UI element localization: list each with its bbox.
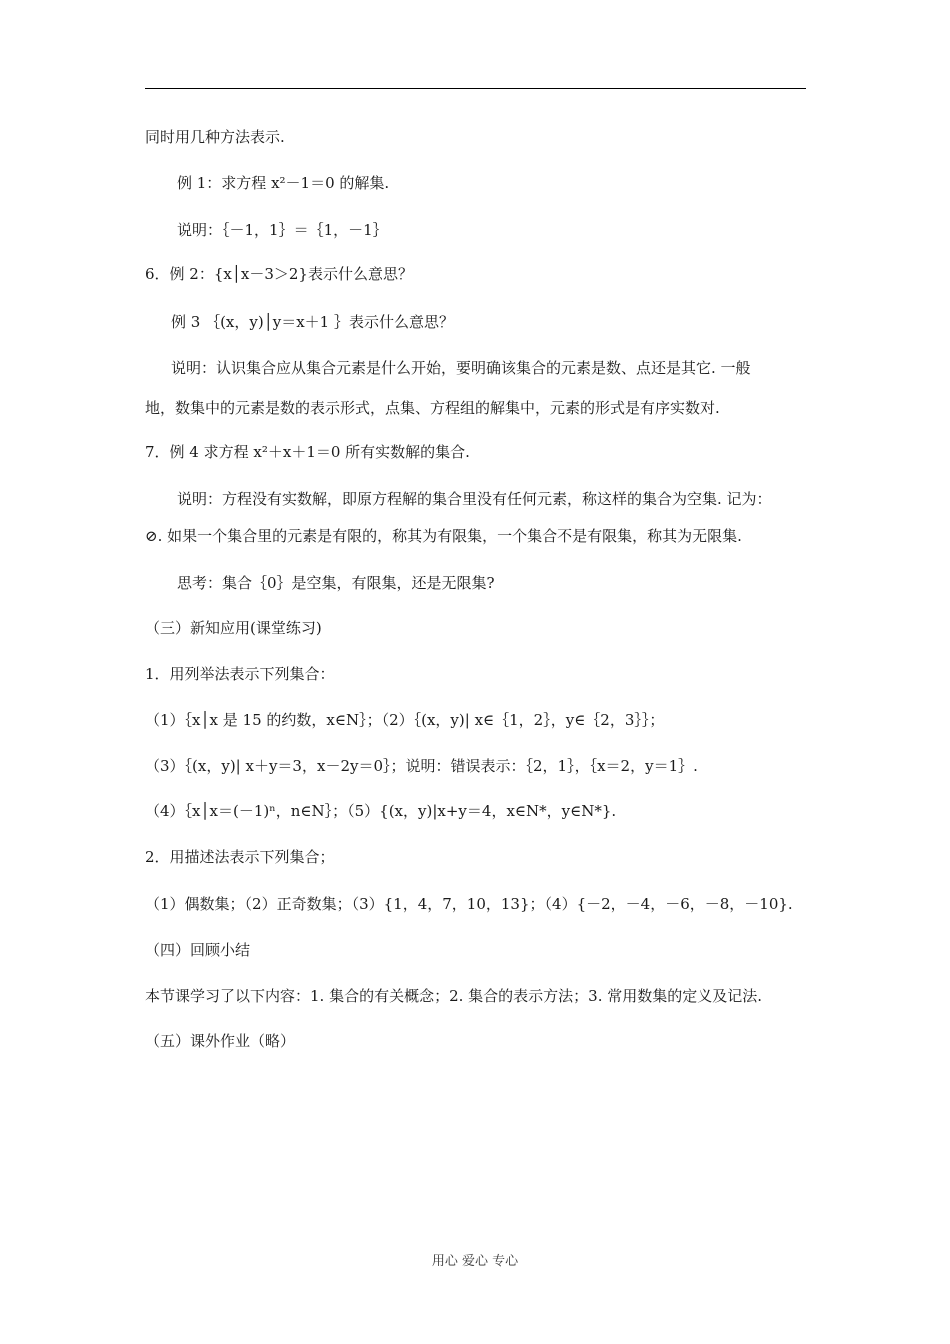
example-4: 7．例 4 求方程 x²＋x＋1＝0 所有实数解的集合.: [145, 443, 470, 461]
note-line-cont: 地，数集中的元素是数的表示形式，点集、方程组的解集中，元素的形式是有序实数对.: [145, 399, 720, 417]
exercise-line: （1）｛x│x 是 15 的约数，x∈N｝；（2）｛(x，y)| x∈｛1，2｝，y∈｛2，3｝｝；: [145, 711, 665, 729]
exercise-2-title: 2．用描述法表示下列集合；: [145, 848, 335, 866]
section-heading: （五）课外作业（略）: [145, 1032, 296, 1050]
exercise-1-title: 1．用列举法表示下列集合：: [145, 665, 335, 683]
header-rule: [145, 88, 806, 89]
exercise-line: （1）偶数集；（2）正奇数集；（3）{1，4，7，10，13}；（4）{－2，－4，－6，－8，－10}.: [145, 895, 793, 913]
section-heading: （四）回顾小结: [145, 941, 251, 959]
text-line: 同时用几种方法表示.: [145, 128, 285, 146]
page-footer: 用心 爱心 专心: [431, 1254, 519, 1269]
example-1: 例 1：求方程 x²－1＝0 的解集.: [177, 174, 390, 192]
note-line: 说明：认识集合应从集合元素是什么开始，要明确该集合的元素是数、点还是其它. 一般: [171, 359, 751, 377]
note-empty-set: 说明：方程没有实数解，即原方程解的集合里没有任何元素，称这样的集合为空集. 记为：: [177, 490, 772, 508]
note-finite-set: ⊘. 如果一个集合里的元素是有限的，称其为有限集，一个集合不是有限集，称其为无限集.: [145, 527, 742, 545]
example-3: 例 3 ｛(x，y)│y＝x＋1 ｝表示什么意思？: [171, 313, 454, 331]
exercise-line: （3）｛(x，y)| x＋y＝3，x－2y＝0｝；说明：错误表示：｛2，1｝，｛x＝2，y＝1｝.: [145, 757, 698, 775]
note-line: 说明：｛－1，1｝＝｛1，－1｝: [177, 221, 388, 239]
think-question: 思考：集合｛0｝是空集，有限集，还是无限集?: [177, 574, 495, 592]
summary-line: 本节课学习了以下内容：1. 集合的有关概念；2. 集合的表示方法；3. 常用数集的定义及记法.: [145, 987, 763, 1005]
example-2: 6．例 2：{x│x－3＞2}表示什么意思？: [145, 265, 413, 283]
exercise-line: （4）｛x│x＝(－1)ⁿ，n∈N｝；（5）{(x，y)|x+y＝4，x∈N*，y∈N*}.: [145, 802, 617, 820]
section-heading: （三）新知应用(课堂练习): [145, 619, 322, 637]
